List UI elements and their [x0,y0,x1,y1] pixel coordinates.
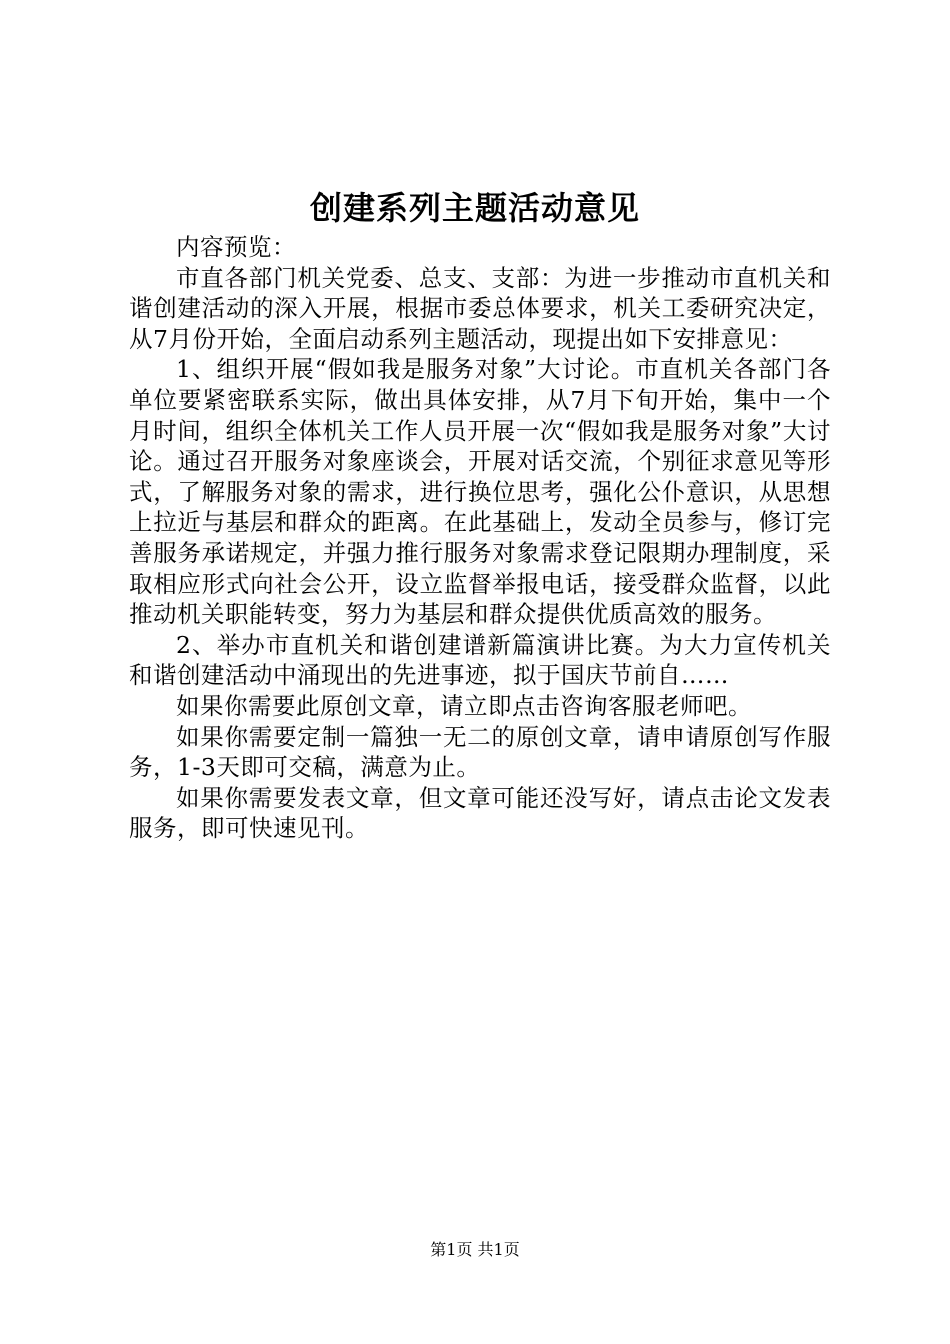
paragraph-item-1: 1、组织开展“假如我是服务对象”大讨论。市直机关各部门各单位要紧密联系实际，做出具体安排，从7月下旬开始，集中一个月时间，组织全体机关工作人员开展一次“假如我是服务对象”大讨论。通过召开服务对象座谈会，开展对话交流，个别征求意见等形式，了解服务对象的需求，进行换位思考，强化公仆意识，从思想上拉近与基层和群众的距离。在此基础上，发动全员参与，修订完善服务承诺规定，并强力推行服务对象需求登记限期办理制度，采取相应形式向社会公开，设立监督举报电话，接受群众监督，以此推动机关职能转变，努力为基层和群众提供优质高效的服务。 [129,355,831,629]
page-number: 第1页 共1页 [430,1240,520,1259]
paragraph-item-2: 2、举办市直机关和谐创建谱新篇演讲比赛。为大力宣传机关和谐创建活动中涌现出的先进事迹，拟于国庆节前自…… [129,630,831,690]
paragraph-intro: 市直各部门机关党委、总支、支部：为进一步推动市直机关和谐创建活动的深入开展，根据市委总体要求，机关工委研究决定，从7月份开始，全面启动系列主题活动，现提出如下安排意见： [129,263,831,353]
document-title: 创建系列主题活动意见 [309,189,640,227]
paragraph-custom-writing: 如果你需要定制一篇独一无二的原创文章，请申请原创写作服务，1-3天即可交稿，满意为止。 [129,722,831,782]
paragraph-consult: 如果你需要此原创文章，请立即点击咨询客服老师吧。 [176,691,752,720]
preview-label: 内容预览： [176,233,296,261]
document-body [129,232,831,844]
paragraph-publish: 如果你需要发表文章，但文章可能还没写好，请点击论文发表服务，即可快速见刊。 [129,783,831,843]
